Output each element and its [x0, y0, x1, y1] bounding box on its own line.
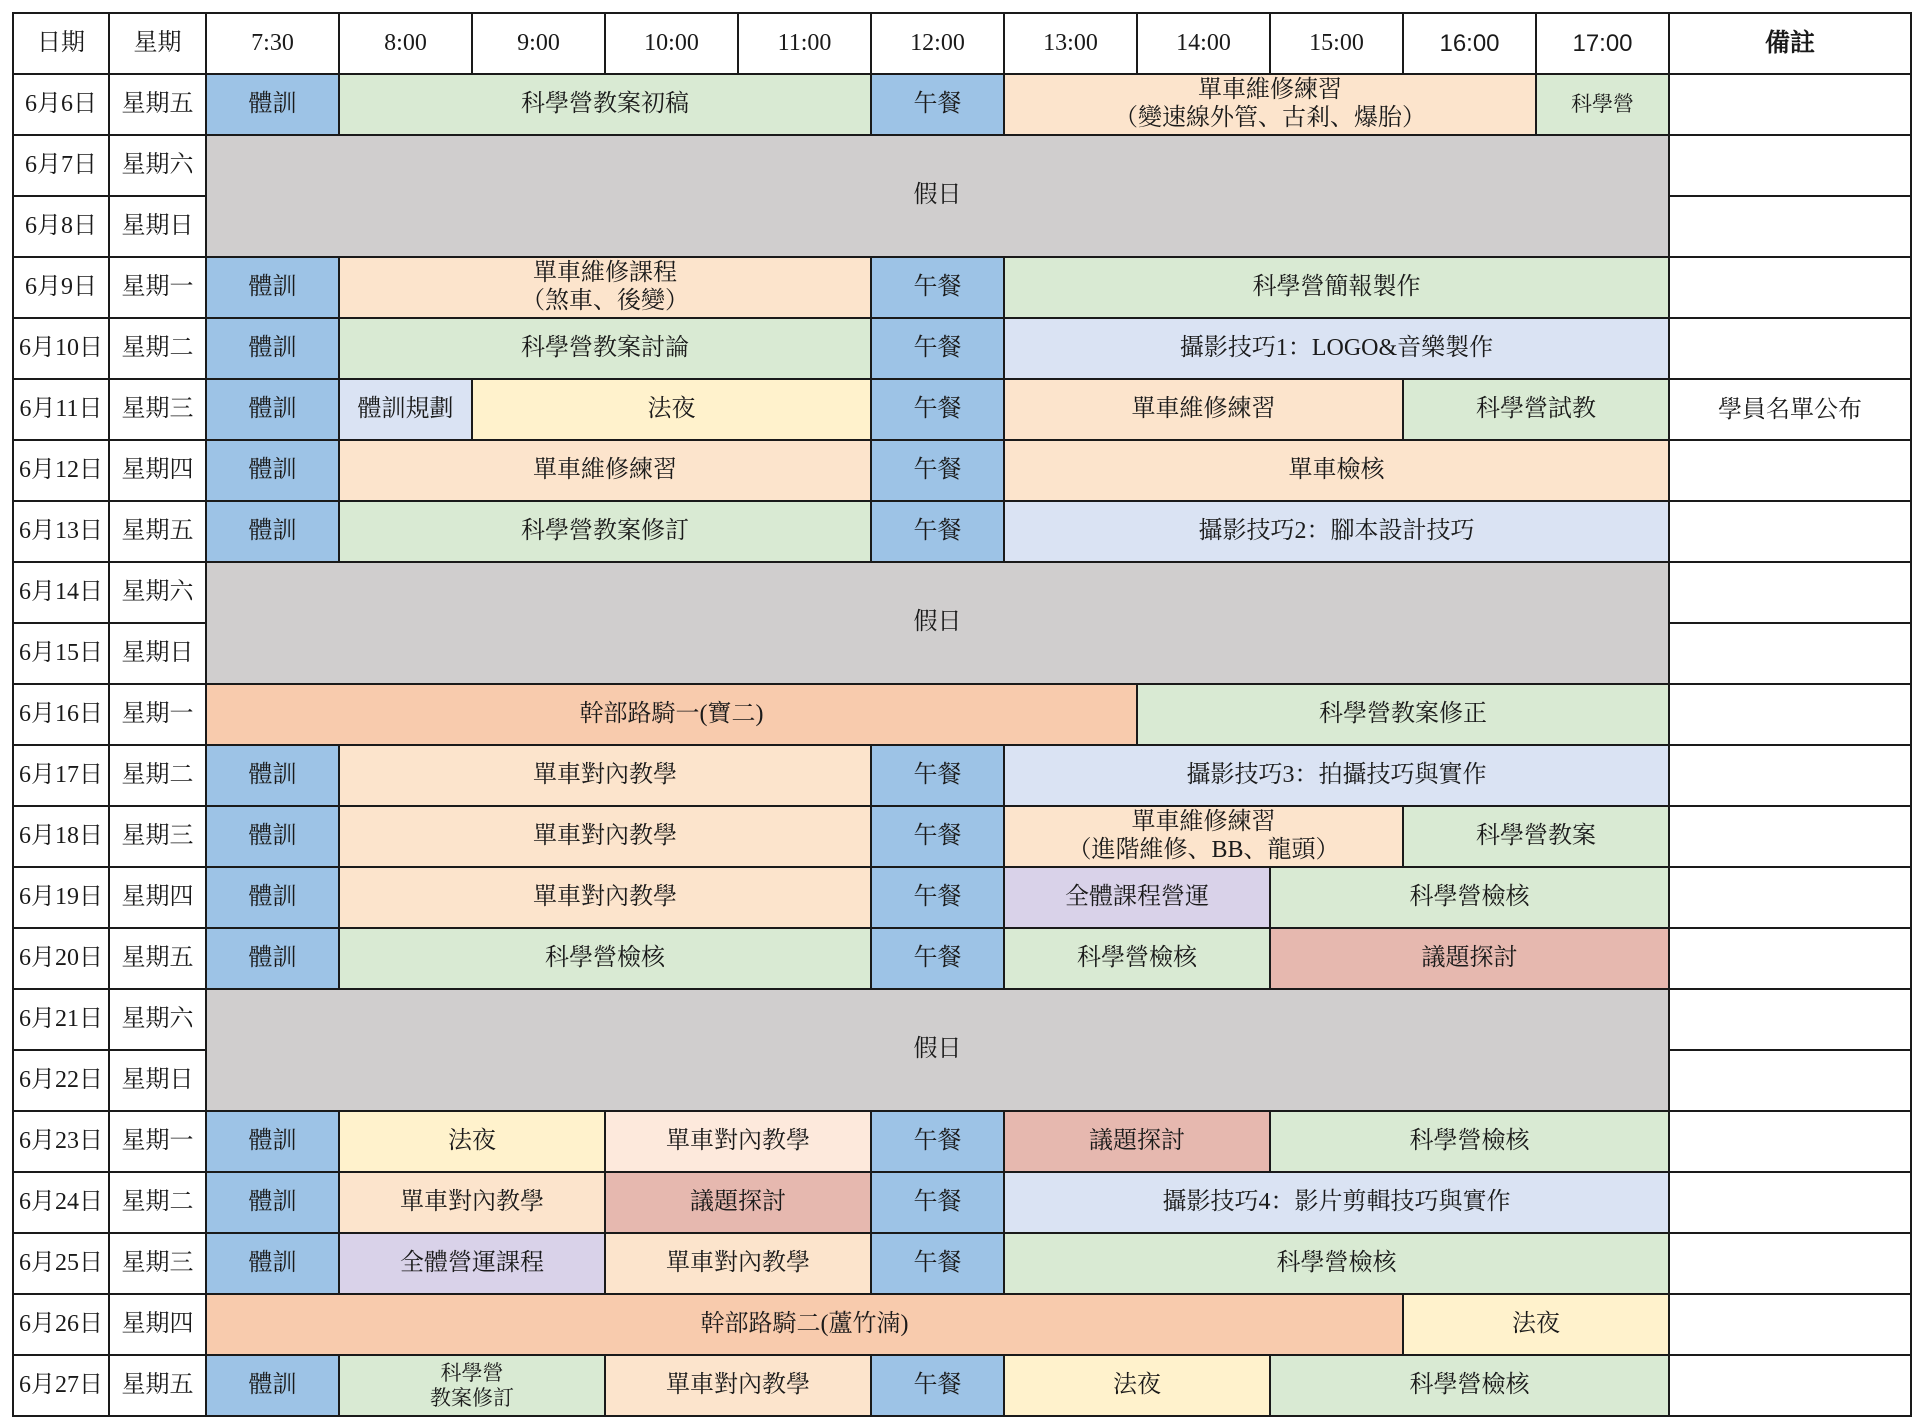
activity-block: [871, 440, 1004, 501]
remark-cell: [1669, 501, 1911, 562]
activity-block: [871, 1233, 1004, 1294]
date-cell: 6月8日: [13, 196, 109, 257]
holiday-block: [206, 135, 1669, 257]
activity-title: 議題探討: [1089, 1127, 1185, 1154]
activity-title: 科學營簡報製作: [1252, 273, 1421, 300]
activity-block: [871, 928, 1004, 989]
activity-block: [1004, 74, 1536, 135]
activity-block: [1403, 379, 1669, 440]
activity-block: [605, 1233, 871, 1294]
activity-block: [1270, 867, 1669, 928]
remark-cell: [1669, 806, 1911, 867]
activity-block: [1004, 745, 1669, 806]
activity-title: 科學營檢核: [1077, 944, 1197, 971]
activity-block: [1004, 1355, 1270, 1416]
activity-title: 單車維修練習: [1198, 76, 1342, 103]
activity-title: 單車維修練習: [533, 456, 677, 483]
activity-block: [871, 867, 1004, 928]
schedule-row: [13, 1233, 1911, 1294]
activity-block: [871, 74, 1004, 135]
activity-title: 午餐: [913, 517, 962, 544]
activity-title: 攝影技巧2：腳本設計技巧: [1198, 517, 1475, 544]
activity-block: [1004, 867, 1270, 928]
remark-cell: [1669, 135, 1911, 196]
header-slot-1400: 14:00: [1137, 13, 1270, 74]
schedule-row: [13, 135, 1911, 196]
activity-title: 午餐: [913, 944, 962, 971]
header-slot-1600: 16:00: [1403, 13, 1536, 74]
header-slot-0800: 8:00: [339, 13, 472, 74]
remark-cell: [1669, 1050, 1911, 1111]
date-cell: 6月17日: [13, 745, 109, 806]
activity-block: [871, 318, 1004, 379]
weekday-cell: 星期四: [109, 1294, 206, 1355]
schedule-row: [13, 318, 1911, 379]
weekday-cell: 星期六: [109, 562, 206, 623]
date-cell: 6月27日: [13, 1355, 109, 1416]
activity-title: 體訓: [248, 1249, 297, 1276]
remark-cell: [1669, 867, 1911, 928]
weekday-cell: 星期日: [109, 1050, 206, 1111]
activity-title: 午餐: [913, 1249, 962, 1276]
date-cell: 6月18日: [13, 806, 109, 867]
activity-title: 法夜: [647, 395, 696, 422]
activity-title: 午餐: [913, 822, 962, 849]
activity-title: 午餐: [913, 761, 962, 788]
header-slot-1300: 13:00: [1004, 13, 1137, 74]
activity-title: 幹部路騎一(寶二): [579, 700, 764, 727]
remark-cell: 學員名單公布: [1669, 379, 1911, 440]
remark-cell: [1669, 318, 1911, 379]
activity-title: 體訓: [248, 761, 297, 788]
activity-block: [206, 1111, 339, 1172]
activity-block: [1403, 1294, 1669, 1355]
activity-title: 午餐: [913, 1188, 962, 1215]
activity-title: 午餐: [913, 334, 962, 361]
header-slot-1700: 17:00: [1536, 13, 1669, 74]
activity-block: [339, 1233, 605, 1294]
activity-block: [339, 318, 871, 379]
remark-cell: [1669, 928, 1911, 989]
activity-block: [206, 379, 339, 440]
weekday-cell: 星期一: [109, 257, 206, 318]
activity-block: [206, 745, 339, 806]
activity-block: [1270, 1111, 1669, 1172]
activity-block: [871, 806, 1004, 867]
schedule-row: [13, 684, 1911, 745]
activity-title: 午餐: [913, 273, 962, 300]
activity-title: 單車對內教學: [400, 1188, 544, 1215]
header-weekday: 星期: [109, 13, 206, 74]
remark-cell: [1669, 562, 1911, 623]
activity-title: 體訓: [248, 517, 297, 544]
activity-block: [1004, 318, 1669, 379]
activity-block: [206, 684, 1137, 745]
activity-block: [1004, 257, 1669, 318]
activity-block: [871, 1111, 1004, 1172]
remark-cell: [1669, 1233, 1911, 1294]
activity-title: 法夜: [448, 1127, 496, 1154]
activity-title: 體訓: [248, 90, 297, 117]
activity-block: [1004, 806, 1403, 867]
remark-cell: [1669, 745, 1911, 806]
activity-block: [472, 379, 871, 440]
holiday-block: [206, 989, 1669, 1111]
weekday-cell: 星期三: [109, 379, 206, 440]
activity-block: [206, 257, 339, 318]
activity-block: [339, 440, 871, 501]
remark-cell: [1669, 440, 1911, 501]
activity-subtitle: （進階維修、BB、龍頭）: [1067, 836, 1340, 863]
date-cell: 6月19日: [13, 867, 109, 928]
schedule-row: [13, 379, 1911, 440]
activity-title: 午餐: [913, 883, 962, 910]
schedule-row: [13, 745, 1911, 806]
activity-title: 午餐: [913, 90, 962, 117]
schedule-row: [13, 501, 1911, 562]
activity-title: 科學營檢核: [1409, 1371, 1530, 1398]
activity-block: [1004, 1111, 1270, 1172]
activity-subtitle: 教案修訂: [430, 1385, 514, 1410]
activity-block: [871, 257, 1004, 318]
date-cell: 6月22日: [13, 1050, 109, 1111]
schedule-row: [13, 257, 1911, 318]
activity-block: [206, 1233, 339, 1294]
schedule-row: [13, 928, 1911, 989]
weekday-cell: 星期六: [109, 989, 206, 1050]
date-cell: 6月12日: [13, 440, 109, 501]
weekday-cell: 星期二: [109, 1172, 206, 1233]
weekday-cell: 星期一: [109, 1111, 206, 1172]
activity-block: [339, 867, 871, 928]
activity-block: [206, 318, 339, 379]
activity-block: [206, 1294, 1403, 1355]
activity-title: 單車維修練習: [1131, 808, 1276, 835]
activity-title: 單車對內教學: [533, 761, 677, 788]
activity-block: [339, 928, 871, 989]
activity-title: 午餐: [913, 1371, 962, 1398]
activity-title: 科學營教案: [1476, 822, 1596, 849]
header-remarks: 備註: [1669, 13, 1911, 74]
activity-title: 體訓: [248, 395, 297, 422]
activity-block: [339, 257, 871, 318]
activity-title: 單車檢核: [1288, 456, 1385, 483]
header-row: [13, 13, 1911, 74]
date-cell: 6月20日: [13, 928, 109, 989]
activity-block: [1137, 684, 1669, 745]
activity-title: 科學營教案討論: [521, 334, 689, 361]
activity-title: 科學營檢核: [1409, 1127, 1530, 1154]
header-slot-0900: 9:00: [472, 13, 605, 74]
activity-title: 科學營檢核: [545, 944, 665, 971]
activity-title: 法夜: [1512, 1310, 1560, 1337]
weekday-cell: 星期二: [109, 745, 206, 806]
schedule-table: [12, 12, 1912, 1417]
activity-title: 議題探討: [690, 1188, 786, 1215]
activity-block: [206, 928, 339, 989]
schedule-row: [13, 562, 1911, 623]
header-slot-1100: 11:00: [738, 13, 871, 74]
schedule-row: [13, 989, 1911, 1050]
schedule-row: [13, 440, 1911, 501]
activity-title: 單車對內教學: [666, 1249, 810, 1276]
activity-block: [206, 867, 339, 928]
remark-cell: [1669, 196, 1911, 257]
activity-title: 體訓: [248, 1188, 297, 1215]
date-cell: 6月23日: [13, 1111, 109, 1172]
activity-title: 假日: [913, 1036, 962, 1063]
activity-title: 科學營: [440, 1361, 504, 1386]
activity-title: 攝影技巧1：LOGO&音樂製作: [1179, 334, 1494, 361]
activity-title: 假日: [913, 609, 962, 636]
activity-block: [339, 379, 472, 440]
activity-title: 攝影技巧3：拍攝技巧與實作: [1186, 761, 1487, 788]
activity-title: 單車對內教學: [666, 1371, 810, 1398]
schedule-row: [13, 1294, 1911, 1355]
date-cell: 6月15日: [13, 623, 109, 684]
activity-block: [206, 1355, 339, 1416]
date-cell: 6月9日: [13, 257, 109, 318]
activity-block: [871, 501, 1004, 562]
activity-title: 法夜: [1113, 1371, 1161, 1398]
date-cell: 6月13日: [13, 501, 109, 562]
header-slot-0730: 7:30: [206, 13, 339, 74]
activity-title: 體訓: [248, 1127, 297, 1154]
remark-cell: [1669, 1172, 1911, 1233]
activity-title: 體訓: [248, 1371, 297, 1398]
activity-block: [339, 1172, 605, 1233]
header-slot-1200: 12:00: [871, 13, 1004, 74]
holiday-block: [206, 562, 1669, 684]
activity-title: 全體營運課程: [400, 1249, 544, 1276]
activity-block: [206, 74, 339, 135]
activity-title: 科學營: [1571, 92, 1634, 117]
activity-block: [871, 745, 1004, 806]
schedule-row: [13, 806, 1911, 867]
activity-block: [1004, 928, 1270, 989]
date-cell: 6月25日: [13, 1233, 109, 1294]
activity-title: 單車維修課程: [533, 259, 677, 286]
activity-title: 假日: [913, 182, 962, 209]
activity-block: [339, 74, 871, 135]
remark-cell: [1669, 257, 1911, 318]
activity-block: [605, 1111, 871, 1172]
weekday-cell: 星期二: [109, 318, 206, 379]
activity-title: 科學營試教: [1476, 395, 1596, 422]
activity-title: 體訓: [248, 883, 297, 910]
weekday-cell: 星期三: [109, 806, 206, 867]
date-cell: 6月24日: [13, 1172, 109, 1233]
remark-cell: [1669, 1111, 1911, 1172]
weekday-cell: 星期四: [109, 440, 206, 501]
activity-block: [605, 1172, 871, 1233]
activity-block: [1004, 1233, 1669, 1294]
activity-title: 午餐: [913, 395, 962, 422]
date-cell: 6月6日: [13, 74, 109, 135]
activity-block: [206, 440, 339, 501]
activity-title: 體訓: [248, 273, 297, 300]
activity-title: 科學營教案修正: [1319, 700, 1487, 727]
activity-block: [1004, 440, 1669, 501]
activity-block: [206, 806, 339, 867]
activity-block: [339, 501, 871, 562]
activity-block: [1536, 74, 1669, 135]
activity-block: [206, 1172, 339, 1233]
date-cell: 6月14日: [13, 562, 109, 623]
activity-block: [871, 1355, 1004, 1416]
activity-title: 體訓: [248, 456, 297, 483]
activity-title: 午餐: [913, 456, 962, 483]
activity-title: 攝影技巧4：影片剪輯技巧與實作: [1162, 1188, 1511, 1215]
activity-block: [1403, 806, 1669, 867]
date-cell: 6月11日: [13, 379, 109, 440]
activity-title: 議題探討: [1421, 944, 1518, 971]
activity-subtitle: （煞車、後變）: [521, 287, 689, 314]
remark-cell: [1669, 1294, 1911, 1355]
activity-subtitle: （變速線外管、古剎、爆胎）: [1114, 104, 1426, 131]
activity-title: 體訓: [248, 944, 297, 971]
weekday-cell: 星期五: [109, 928, 206, 989]
schedule-row: [13, 1172, 1911, 1233]
activity-title: 單車對內教學: [666, 1127, 810, 1154]
activity-block: [339, 1111, 605, 1172]
remark-cell: [1669, 989, 1911, 1050]
schedule-row: [13, 867, 1911, 928]
weekday-cell: 星期日: [109, 196, 206, 257]
activity-block: [1270, 928, 1669, 989]
activity-title: 體訓: [248, 334, 297, 361]
activity-title: 幹部路騎二(蘆竹湳): [700, 1310, 909, 1337]
activity-block: [339, 1355, 605, 1416]
schedule-row: [13, 1111, 1911, 1172]
activity-block: [1004, 379, 1403, 440]
activity-title: 科學營檢核: [1276, 1249, 1397, 1276]
weekday-cell: 星期一: [109, 684, 206, 745]
weekday-cell: 星期三: [109, 1233, 206, 1294]
date-cell: 6月7日: [13, 135, 109, 196]
date-cell: 6月10日: [13, 318, 109, 379]
weekday-cell: 星期六: [109, 135, 206, 196]
activity-block: [871, 379, 1004, 440]
activity-title: 單車對內教學: [533, 822, 677, 849]
activity-title: 科學營檢核: [1409, 883, 1530, 910]
activity-title: 科學營教案修訂: [521, 517, 689, 544]
date-cell: 6月21日: [13, 989, 109, 1050]
schedule-row: [13, 74, 1911, 135]
activity-block: [1004, 1172, 1669, 1233]
remark-cell: [1669, 623, 1911, 684]
activity-block: [339, 806, 871, 867]
date-cell: 6月16日: [13, 684, 109, 745]
weekday-cell: 星期五: [109, 74, 206, 135]
date-cell: 6月26日: [13, 1294, 109, 1355]
activity-block: [871, 1172, 1004, 1233]
weekday-cell: 星期日: [109, 623, 206, 684]
header-date: 日期: [13, 13, 109, 74]
remark-cell: [1669, 74, 1911, 135]
activity-block: [605, 1355, 871, 1416]
activity-title: 單車對內教學: [533, 883, 677, 910]
remark-cell: [1669, 684, 1911, 745]
remark-cell: [1669, 1355, 1911, 1416]
activity-block: [339, 745, 871, 806]
activity-block: [206, 501, 339, 562]
activity-title: 科學營教案初稿: [521, 90, 689, 117]
header-slot-1000: 10:00: [605, 13, 738, 74]
schedule-row: [13, 1355, 1911, 1416]
weekday-cell: 星期五: [109, 501, 206, 562]
activity-title: 體訓: [248, 822, 297, 849]
weekday-cell: 星期五: [109, 1355, 206, 1416]
activity-title: 全體課程營運: [1065, 883, 1209, 910]
activity-title: 單車維修練習: [1131, 395, 1276, 422]
activity-block: [1270, 1355, 1669, 1416]
activity-block: [1004, 501, 1669, 562]
weekday-cell: 星期四: [109, 867, 206, 928]
activity-title: 體訓規劃: [357, 395, 454, 422]
activity-title: 午餐: [913, 1127, 962, 1154]
header-slot-1500: 15:00: [1270, 13, 1403, 74]
